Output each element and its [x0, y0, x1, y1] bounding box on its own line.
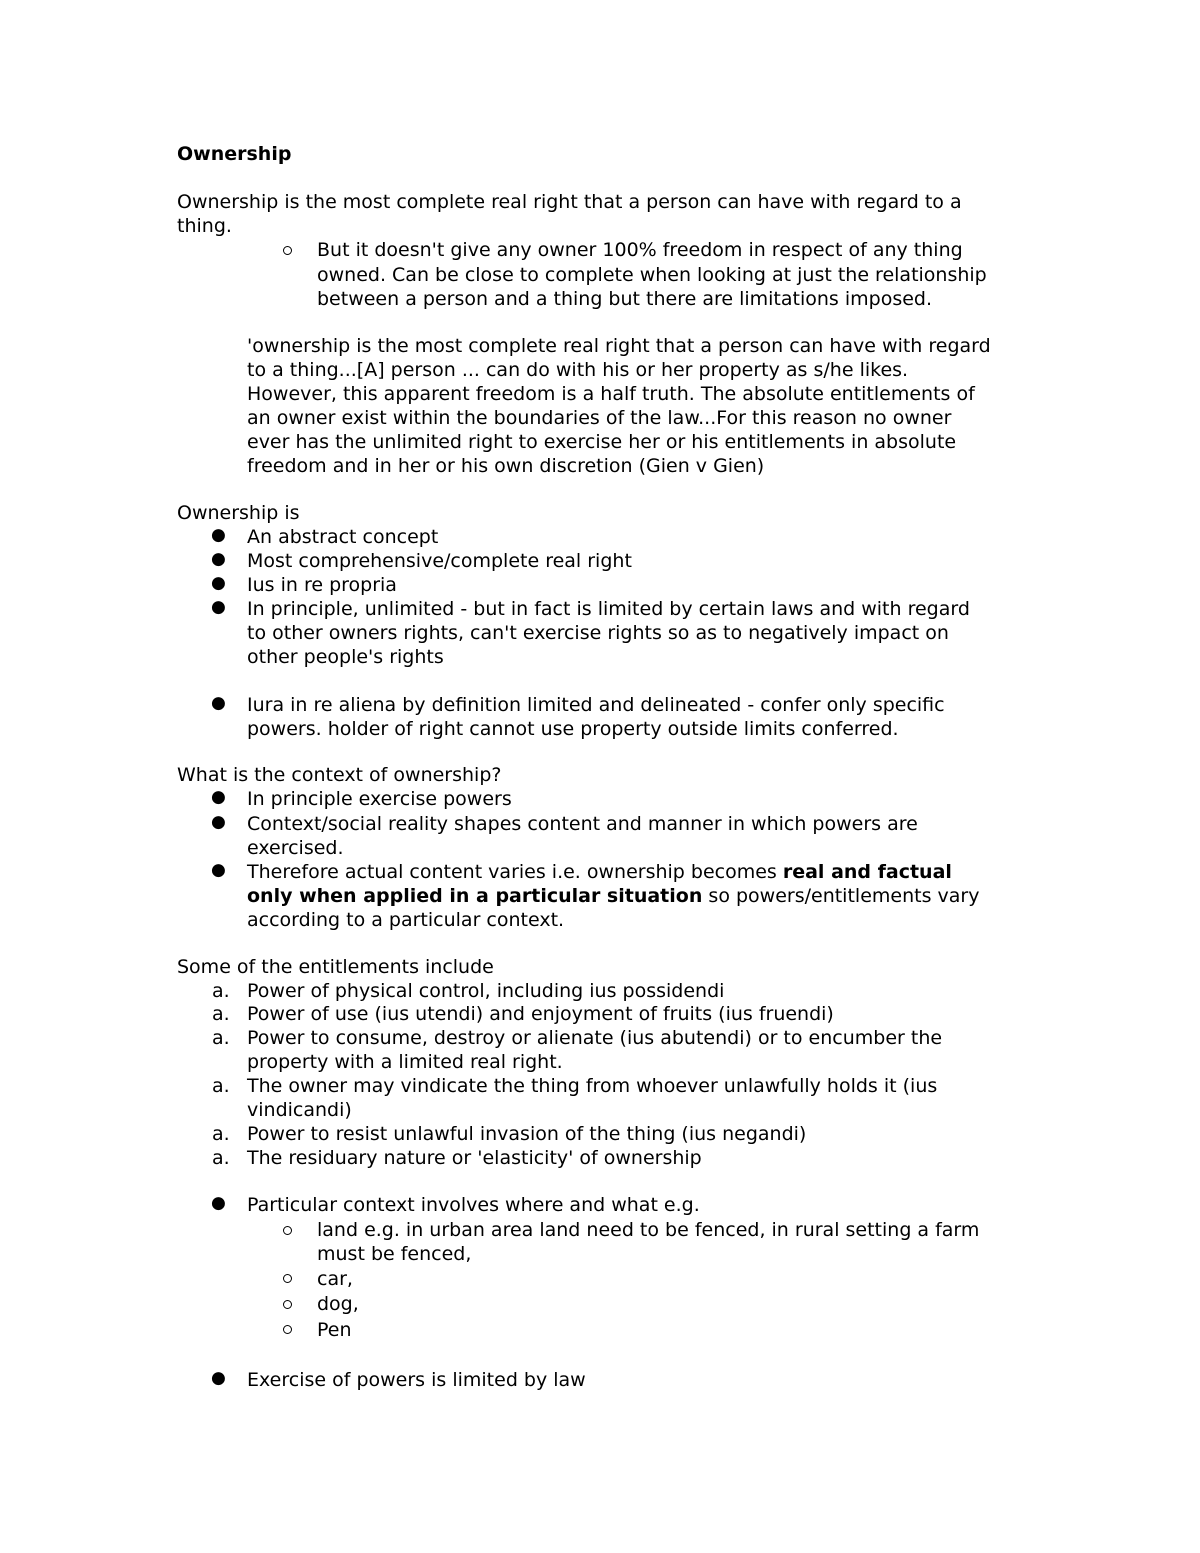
list-marker: a.: [212, 1027, 230, 1049]
quote-line: ever has the unlimited right to exercise her or his entitlements in absolute: [247, 431, 957, 453]
circle-bullet-icon: [283, 1274, 292, 1283]
list-item-text: Therefore actual content varies i.e. ownership becomes: [247, 861, 783, 883]
list-item-text: so powers/entitlements vary: [702, 885, 980, 907]
bullet-icon: ●: [211, 812, 226, 832]
list-item: Power to resist unlawful invasion of the thing (ius negandi): [247, 1123, 807, 1145]
list-item: Ius in re propria: [247, 574, 397, 596]
list-item-continuation: [247, 884, 979, 908]
intro-sub-line: owned. Can be close to complete when looking at just the relationship: [317, 264, 987, 286]
emphasis-text: real and factual: [782, 861, 952, 883]
intro-line: Ownership is the most complete real right that a person can have with regard to a: [177, 191, 962, 213]
quote-line: However, this apparent freedom is a half truth. The absolute entitlements of: [247, 383, 975, 405]
list-item: Exercise of powers is limited by law: [247, 1369, 586, 1391]
list-item: [247, 860, 952, 884]
bullet-icon: ●: [211, 525, 226, 545]
list-item-continuation: exercised.: [247, 837, 344, 859]
bullet-icon: ●: [211, 549, 226, 569]
list-item: In principle, unlimited - but in fact is limited by certain laws and with regard: [247, 598, 970, 620]
bullet-icon: ●: [211, 1193, 226, 1213]
list-item: The residuary nature or 'elasticity' of ownership: [247, 1147, 702, 1169]
list-item: Power of use (ius utendi) and enjoyment of fruits (ius fruendi): [247, 1003, 834, 1025]
list-item: Particular context involves where and what e.g.: [247, 1194, 700, 1216]
list-item: The owner may vindicate the thing from whoever unlawfully holds it (ius: [247, 1075, 938, 1097]
list-marker: a.: [212, 1147, 230, 1169]
bullet-icon: ●: [211, 693, 226, 713]
list-item: Context/social reality shapes content and manner in which powers are: [247, 813, 918, 835]
page-title: Ownership: [177, 143, 292, 165]
intro-sub-line: between a person and a thing but there are limitations imposed.: [317, 288, 933, 310]
sub-list-item: car,: [317, 1268, 353, 1290]
list-marker: a.: [212, 1003, 230, 1025]
list-item: In principle exercise powers: [247, 788, 512, 810]
list-item: An abstract concept: [247, 526, 439, 548]
bullet-icon: ●: [211, 787, 226, 807]
list-item-continuation: vindicandi): [247, 1099, 352, 1121]
sub-list-item: Pen: [317, 1319, 352, 1341]
section-heading: Ownership is: [177, 502, 300, 524]
circle-bullet-icon: [283, 1300, 292, 1309]
intro-sub-line: But it doesn't give any owner 100% freedom in respect of any thing: [317, 239, 963, 261]
list-marker: a.: [212, 1123, 230, 1145]
intro-line: thing.: [177, 215, 232, 237]
list-item: Iura in re aliena by definition limited and delineated - confer only specific: [247, 694, 945, 716]
emphasis-text: only when applied in a particular situation: [247, 885, 703, 907]
bullet-icon: ●: [211, 597, 226, 617]
list-item-continuation: other people's rights: [247, 646, 444, 668]
bullet-icon: ●: [211, 573, 226, 593]
list-item: Most comprehensive/complete real right: [247, 550, 632, 572]
list-item: Power to consume, destroy or alienate (ius abutendi) or to encumber the: [247, 1027, 943, 1049]
quote-line: an owner exist within the boundaries of the law...For this reason no owner: [247, 407, 952, 429]
section-heading: What is the context of ownership?: [177, 764, 502, 786]
list-marker: a.: [212, 1075, 230, 1097]
circle-bullet-icon: [283, 1226, 292, 1235]
sub-list-item: dog,: [317, 1293, 359, 1315]
sub-list-item: land e.g. in urban area land need to be fenced, in rural setting a farm: [317, 1219, 980, 1241]
section-heading: Some of the entitlements include: [177, 956, 494, 978]
circle-bullet-icon: [283, 246, 292, 255]
circle-bullet-icon: [283, 1325, 292, 1334]
quote-line: 'ownership is the most complete real right that a person can have with regard: [247, 335, 991, 357]
quote-line: freedom and in her or his own discretion (Gien v Gien): [247, 455, 765, 477]
list-item-continuation: powers. holder of right cannot use property outside limits conferred.: [247, 718, 899, 740]
list-marker: a.: [212, 980, 230, 1002]
bullet-icon: ●: [211, 860, 226, 880]
list-item: Power of physical control, including ius possidendi: [247, 980, 725, 1002]
list-item-continuation: to other owners rights, can't exercise rights so as to negatively impact on: [247, 622, 949, 644]
bullet-icon: ●: [211, 1368, 226, 1388]
quote-line: to a thing...[A] person ... can do with his or her property as s/he likes.: [247, 359, 909, 381]
list-item-continuation: property with a limited real right.: [247, 1051, 563, 1073]
list-item-continuation: according to a particular context.: [247, 909, 565, 931]
sub-list-item-continuation: must be fenced,: [317, 1243, 472, 1265]
